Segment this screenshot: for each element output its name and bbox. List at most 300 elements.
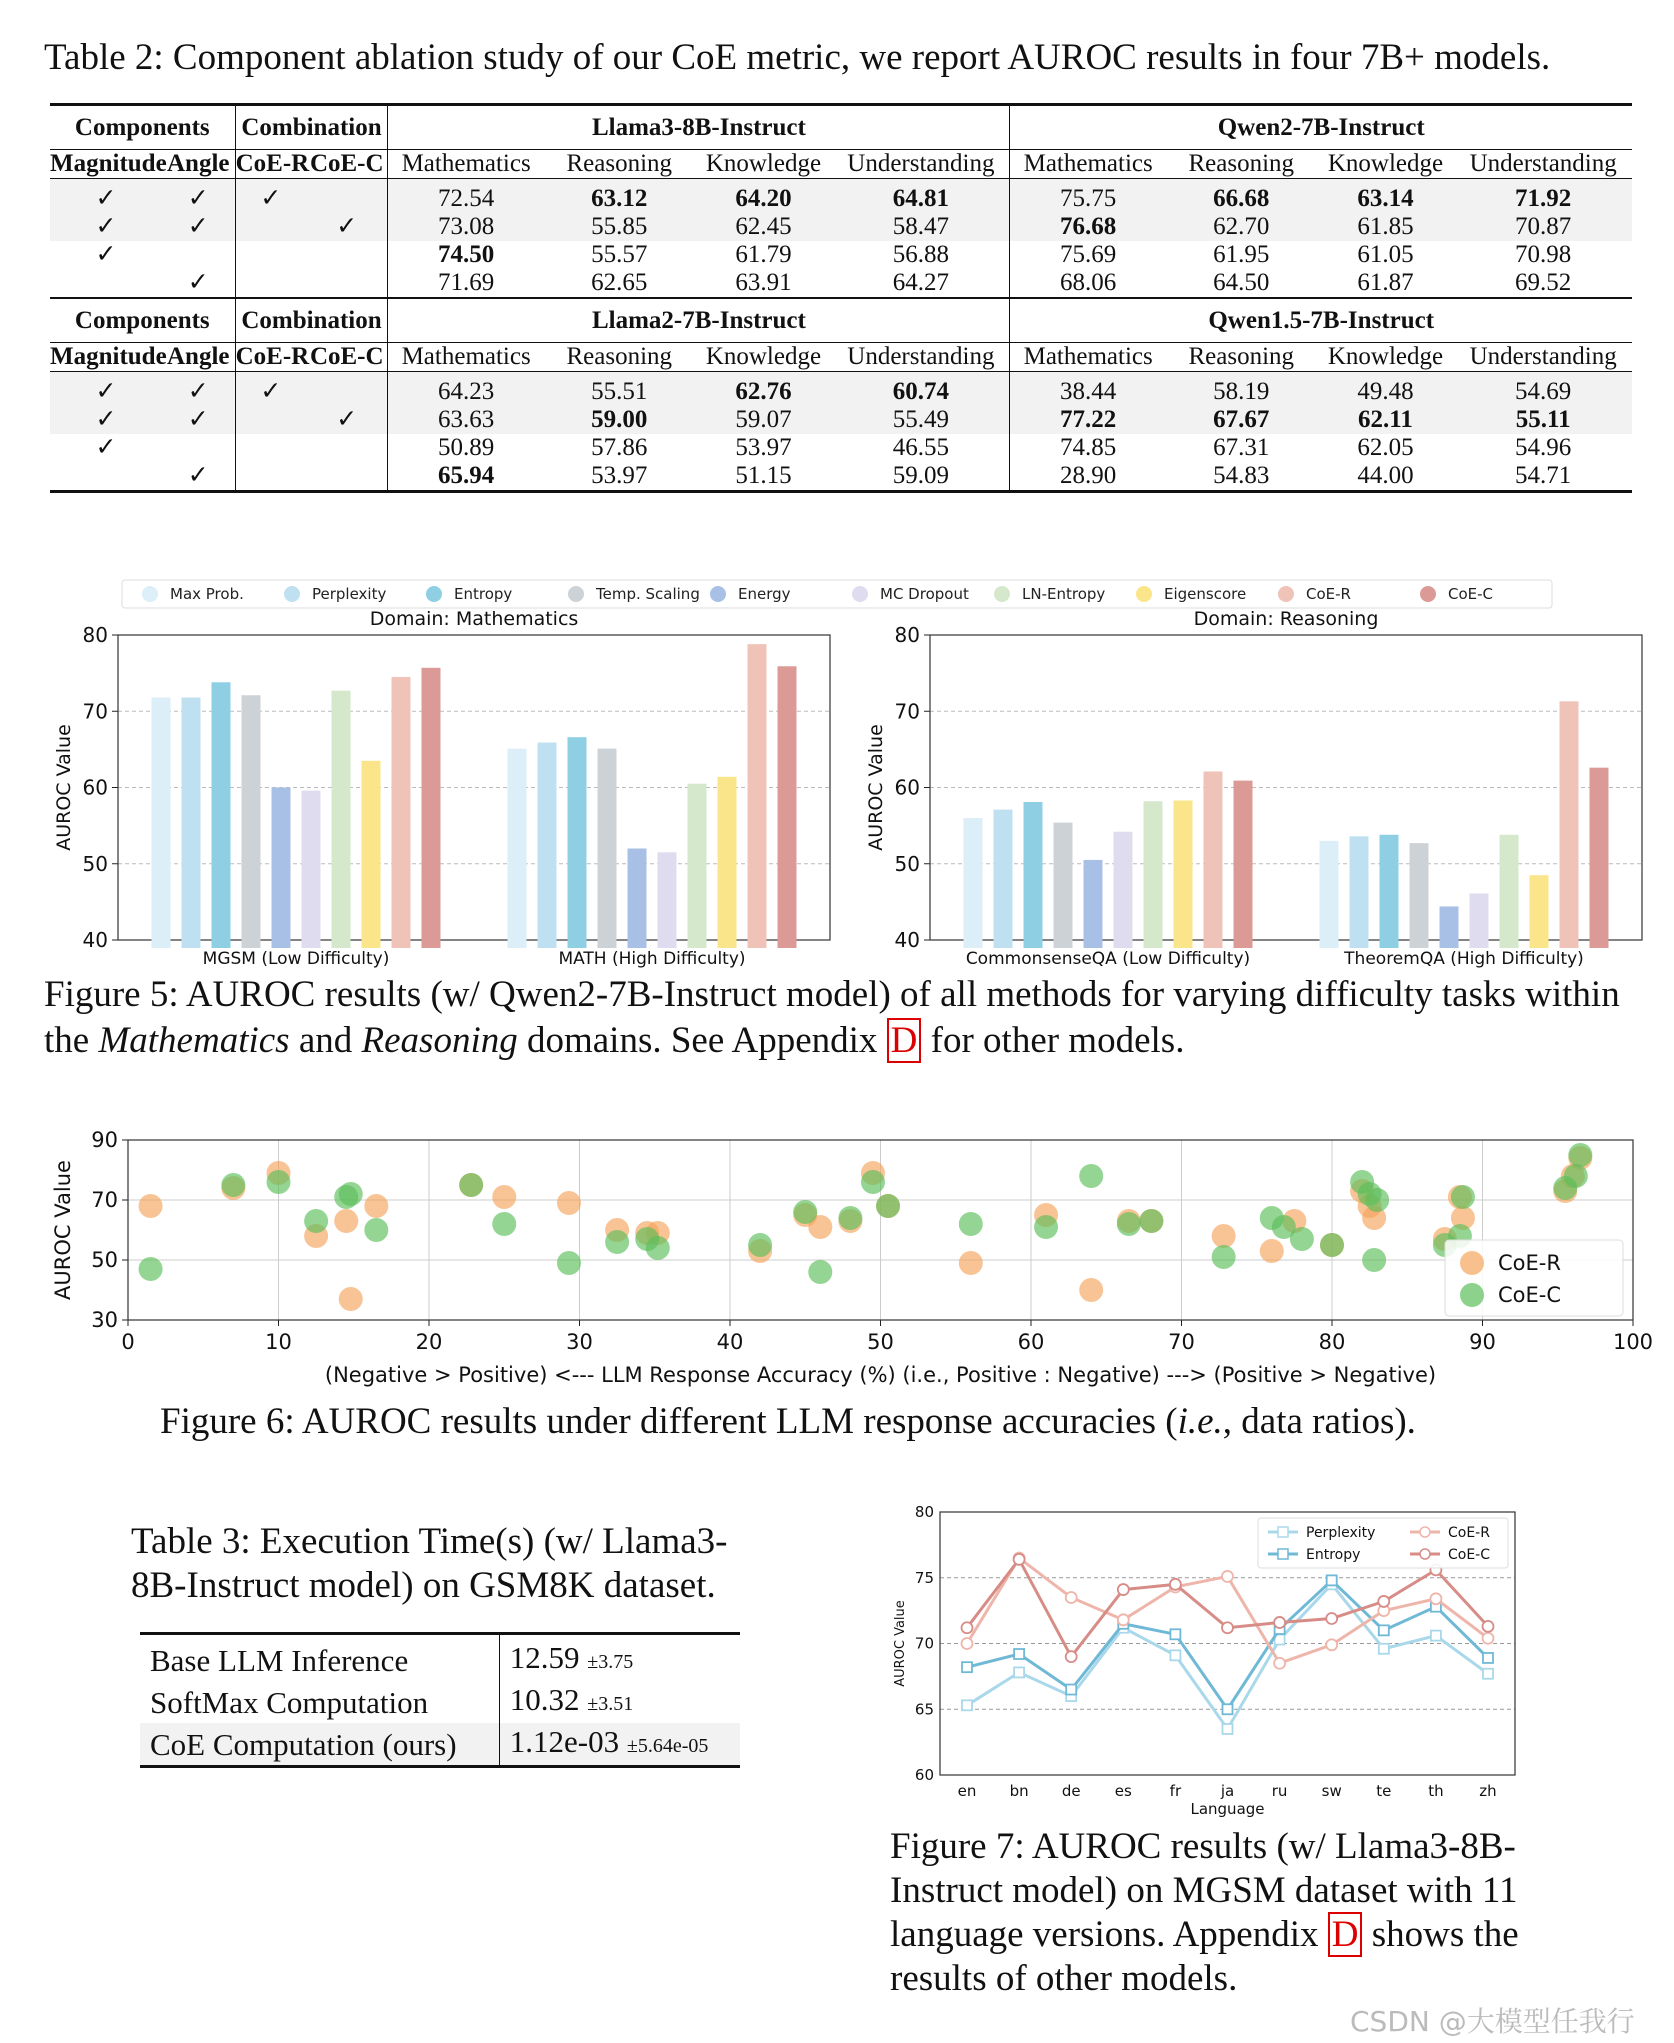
model-header: Qwen2-7B-Instruct	[1010, 105, 1632, 150]
domain-header: Reasoning	[544, 150, 695, 179]
figure7-caption-a: Figure 7: AUROC results (w/ Llama3-8B-Instruct model) on MGSM dataset with 11 language versions. Appendix	[890, 1826, 1518, 1955]
scatter-point	[557, 1251, 581, 1275]
legend-swatch	[1420, 586, 1436, 602]
scatter-point	[748, 1233, 772, 1257]
value-cell: 64.23	[388, 372, 544, 407]
x-tick-label: TheoremQA (High Difficulty)	[1344, 949, 1584, 969]
scatter-point	[1139, 1209, 1163, 1233]
bar	[748, 644, 767, 948]
angle-header: Angle	[162, 150, 235, 179]
table-row	[50, 372, 1632, 407]
value-cell: 61.85	[1317, 213, 1455, 241]
row-value	[499, 1681, 740, 1723]
bar	[212, 682, 231, 948]
time-std: ±5.64e-05	[626, 1735, 709, 1757]
scatter-point	[1034, 1215, 1058, 1239]
table3	[140, 1632, 740, 1768]
bar	[628, 849, 647, 949]
check-cell: ✓	[50, 213, 162, 241]
value-cell: 66.68	[1166, 179, 1317, 214]
value-cell: 64.20	[695, 179, 833, 214]
legend-label: CoE-R	[1448, 1525, 1490, 1541]
data-point	[1170, 1650, 1180, 1660]
scatter-point	[339, 1182, 363, 1206]
legend-label: Max Prob.	[170, 585, 244, 603]
time-std: ±3.51	[587, 1693, 634, 1715]
legend-swatch	[568, 586, 584, 602]
figure5-caption-math: Mathematics	[98, 1020, 290, 1061]
figure5	[40, 570, 1640, 969]
combination-header: Combination	[235, 298, 388, 343]
x-tick-label: te	[1376, 1782, 1392, 1800]
data-point	[1170, 1629, 1180, 1639]
fig6-legend	[1445, 1240, 1623, 1316]
check-cell: ✓	[162, 372, 235, 407]
bar	[1204, 771, 1223, 948]
value-cell: 71.92	[1454, 179, 1632, 214]
fig5-legend	[122, 580, 1552, 608]
time-value: 12.59	[509, 1640, 580, 1675]
value-cell: 68.06	[1060, 269, 1117, 296]
y-axis-label: AUROC Value	[893, 1600, 908, 1687]
scatter-point	[459, 1173, 483, 1197]
value-cell: 55.85	[544, 213, 695, 241]
scatter-point	[1079, 1164, 1103, 1188]
bar	[1500, 835, 1519, 948]
value-cell: 75.75	[1010, 179, 1166, 214]
data-point	[962, 1638, 973, 1649]
x-tick-label: en	[957, 1782, 977, 1800]
scatter-point	[339, 1287, 363, 1311]
data-point	[1066, 1685, 1076, 1695]
value-cell: 55.11	[1454, 406, 1632, 434]
check-cell: ✓	[235, 179, 306, 214]
check-cell: ✓	[50, 406, 162, 434]
legend-label: Entropy	[1306, 1547, 1361, 1563]
scatter-point	[1451, 1185, 1475, 1209]
legend-swatch	[994, 586, 1010, 602]
value-cell: 38.44	[1010, 372, 1166, 407]
combination-header: Combination	[235, 105, 388, 150]
bar	[718, 777, 737, 948]
value-cell: 65.94	[388, 462, 544, 492]
x-tick-label: CommonsenseQA (Low Difficulty)	[965, 949, 1251, 969]
fig5-reason-panel	[865, 608, 1642, 969]
data-point	[1118, 1584, 1129, 1595]
fig6-plot	[51, 1128, 1653, 1387]
check-cell: ✓	[162, 213, 235, 241]
scatter-point	[364, 1218, 388, 1242]
scatter-point	[959, 1212, 983, 1236]
check-cell	[235, 434, 306, 462]
table-row	[50, 434, 1632, 462]
row-value	[499, 1723, 740, 1767]
legend-label: LN-Entropy	[1022, 585, 1106, 603]
y-tick-label: 60	[914, 1766, 934, 1784]
check-cell: ✓	[162, 179, 235, 214]
data-point	[1326, 1613, 1337, 1624]
value-cell: 59.00	[544, 406, 695, 434]
check-cell	[162, 434, 235, 462]
fig5-math-panel	[53, 608, 830, 969]
scatter-point	[304, 1209, 328, 1233]
legend-label: Perplexity	[1306, 1525, 1376, 1541]
appendix-link[interactable]: D	[887, 1018, 922, 1063]
x-tick-label: ru	[1271, 1782, 1288, 1800]
scatter-point	[876, 1194, 900, 1218]
appendix-link[interactable]: D	[1328, 1912, 1363, 1957]
check-cell: ✓	[306, 213, 388, 241]
check-cell	[235, 462, 306, 492]
y-tick-label: 40	[82, 928, 108, 952]
x-tick-label: 20	[415, 1330, 443, 1354]
scatter-point	[1290, 1227, 1314, 1251]
value-cell: 44.00	[1317, 462, 1455, 492]
data-point	[1483, 1633, 1494, 1644]
y-tick-label: 60	[894, 775, 920, 800]
data-point	[1066, 1592, 1077, 1603]
value-cell: 54.69	[1454, 372, 1632, 407]
value-cell: 71.69	[438, 269, 495, 296]
value-cell: 62.11	[1317, 406, 1455, 434]
bar	[568, 737, 587, 948]
bar	[658, 852, 677, 948]
legend-label: CoE-R	[1498, 1251, 1561, 1275]
components-header: Components	[50, 105, 235, 150]
scatter-point	[1260, 1239, 1284, 1263]
table-row	[50, 213, 1632, 241]
y-tick-label: 65	[914, 1700, 934, 1719]
x-axis-label: (Negative > Positive) <--- LLM Response Accuracy (%) (i.e., Positive : Negative) ---> (Positive > Negative)	[324, 1363, 1437, 1387]
components-header: Components	[50, 298, 235, 343]
check-cell	[50, 462, 162, 492]
value-cell: 75.69	[1060, 241, 1117, 268]
domain-header: Understanding	[832, 150, 1010, 179]
y-tick-label: 30	[91, 1308, 118, 1332]
bar	[1410, 843, 1429, 948]
check-cell	[306, 241, 388, 269]
x-tick-label: MATH (High Difficulty)	[558, 949, 746, 969]
y-tick-label: 40	[894, 928, 920, 952]
data-point	[1014, 1649, 1024, 1659]
x-axis-label: Language	[1190, 1800, 1265, 1818]
domain-header: Knowledge	[695, 343, 833, 372]
coe-r-header: CoE-R	[235, 150, 310, 177]
y-tick-label: 70	[91, 1188, 118, 1212]
bar	[1084, 860, 1103, 948]
domain-header: Understanding	[1454, 343, 1632, 372]
bar	[994, 810, 1013, 948]
domain-header: Knowledge	[1317, 150, 1455, 179]
data-point	[1379, 1644, 1389, 1654]
bar	[302, 791, 321, 948]
figure5-caption-and: and	[289, 1020, 362, 1061]
check-cell	[306, 462, 388, 492]
y-axis-label: AUROC Value	[51, 1160, 75, 1300]
scatter-point	[808, 1260, 832, 1284]
domain-header: Mathematics	[1010, 150, 1166, 179]
figure6-caption	[160, 1400, 1560, 1443]
value-cell: 62.76	[695, 372, 833, 407]
y-tick-label: 80	[82, 623, 108, 647]
y-tick-label: 70	[82, 699, 108, 724]
value-cell: 53.97	[735, 434, 792, 461]
value-cell: 64.50	[1213, 269, 1270, 296]
legend-swatch	[710, 586, 726, 602]
value-cell: 63.14	[1317, 179, 1455, 214]
figure6-caption-a: Figure 6: AUROC results under different LLM response accuracies (	[160, 1401, 1178, 1442]
data-point	[1223, 1724, 1233, 1734]
coe-r-header: CoE-R	[235, 343, 310, 370]
bar	[508, 749, 527, 948]
domain-header: Mathematics	[1010, 343, 1166, 372]
x-tick-label: 40	[716, 1330, 744, 1354]
magnitude-header: Magnitude	[50, 343, 167, 370]
legend-item	[1278, 585, 1351, 603]
row-label: CoE Computation (ours)	[140, 1723, 499, 1767]
x-tick-label: zh	[1479, 1782, 1497, 1800]
scatter-point	[557, 1191, 581, 1215]
coe-c-header: CoE-C	[306, 343, 388, 372]
value-cell: 74.85	[1060, 434, 1117, 461]
y-tick-label: 80	[894, 623, 920, 647]
table-row	[50, 241, 1632, 269]
legend-swatch	[1136, 586, 1152, 602]
scatter-point	[492, 1185, 516, 1209]
scatter-point	[364, 1194, 388, 1218]
value-cell: 64.81	[832, 179, 1010, 214]
table2-header-row	[50, 298, 1632, 343]
value-cell: 61.05	[1357, 241, 1414, 268]
value-cell: 55.57	[591, 241, 648, 268]
x-tick-label: 100	[1612, 1330, 1654, 1354]
legend-item	[1420, 585, 1493, 603]
bar	[1234, 781, 1253, 948]
x-tick-label: 0	[121, 1330, 135, 1354]
value-cell: 77.22	[1010, 406, 1166, 434]
data-point	[1430, 1593, 1441, 1604]
value-cell: 72.54	[388, 179, 544, 214]
value-cell: 64.27	[832, 269, 1010, 298]
table2-subheader-row	[50, 343, 1632, 372]
value-cell: 54.71	[1454, 462, 1632, 492]
y-tick-label: 70	[894, 699, 920, 724]
scatter-point	[139, 1257, 163, 1281]
value-cell: 67.67	[1166, 406, 1317, 434]
domain-header: Reasoning	[1166, 150, 1317, 179]
legend-swatch	[1460, 1283, 1484, 1307]
data-point	[962, 1700, 972, 1710]
y-tick-label: 70	[914, 1634, 934, 1653]
table-row	[140, 1634, 740, 1682]
legend-label: Eigenscore	[1164, 585, 1247, 603]
legend-label: Energy	[738, 585, 791, 603]
value-cell: 74.50	[438, 241, 495, 268]
figure5-caption-a: Figure 5: AUROC results (w/ Qwen2-7B-Instruct model) of all methods for varying difficulty tasks within the	[44, 974, 1620, 1061]
bar	[1054, 823, 1073, 948]
table-row	[50, 462, 1632, 492]
value-cell: 70.87	[1454, 213, 1632, 241]
y-tick-label: 80	[914, 1503, 934, 1521]
legend-label: MC Dropout	[880, 585, 969, 603]
figure7-caption-b: shows the results of other models.	[890, 1914, 1519, 1999]
value-cell: 61.79	[735, 241, 792, 268]
bar	[1144, 801, 1163, 948]
legend-label: Temp. Scaling	[596, 585, 700, 603]
scatter-point	[1320, 1233, 1344, 1257]
x-tick-label: 60	[1017, 1330, 1045, 1354]
value-cell: 56.88	[832, 241, 1010, 269]
bar	[422, 668, 441, 948]
data-point	[1326, 1639, 1337, 1650]
domain-header: Reasoning	[1166, 343, 1317, 372]
value-cell: 67.31	[1213, 434, 1270, 461]
bar	[1530, 875, 1549, 948]
scatter-point	[221, 1173, 245, 1197]
table-row	[140, 1723, 740, 1767]
scatter-point	[1117, 1212, 1141, 1236]
data-point	[1170, 1579, 1181, 1590]
check-cell	[235, 406, 306, 434]
chart-title: Domain: Reasoning	[1193, 608, 1379, 630]
watermark: CSDN @大模型任我行	[1350, 2005, 1635, 2038]
table-row	[50, 179, 1632, 214]
figure5-caption-c: for other models.	[921, 1020, 1185, 1061]
table2-caption: Table 2: Component ablation study of our CoE metric, we report AUROC results in four 7B+ models.	[44, 37, 1551, 78]
value-cell: 63.91	[735, 269, 792, 296]
bar	[964, 818, 983, 948]
data-point	[1431, 1631, 1441, 1641]
x-tick-label: fr	[1169, 1782, 1182, 1800]
domain-header: Understanding	[832, 343, 1010, 372]
x-tick-label: MGSM (Low Difficulty)	[202, 949, 390, 969]
bar	[778, 666, 797, 948]
data-point	[1223, 1704, 1233, 1714]
scatter-point	[646, 1236, 670, 1260]
chart-title: Domain: Mathematics	[369, 608, 579, 630]
check-cell: ✓	[95, 434, 117, 461]
table-row	[50, 406, 1632, 434]
bar	[272, 788, 291, 949]
figure7-caption	[890, 1825, 1540, 2001]
data-point	[962, 1622, 973, 1633]
x-tick-label: sw	[1321, 1782, 1342, 1800]
bar	[362, 761, 381, 948]
bar	[1174, 800, 1193, 948]
check-cell	[306, 269, 388, 298]
legend-swatch	[852, 586, 868, 602]
value-cell: 54.96	[1515, 434, 1572, 461]
check-cell: ✓	[50, 179, 162, 214]
domain-header: Knowledge	[1317, 343, 1455, 372]
data-point	[1066, 1651, 1077, 1662]
legend-label: CoE-C	[1498, 1283, 1562, 1307]
scatter-point	[1079, 1278, 1103, 1302]
y-tick-label: 75	[914, 1568, 934, 1587]
scatter-point	[861, 1170, 885, 1194]
figure6-caption-b: , data ratios).	[1222, 1401, 1416, 1442]
bar	[1114, 832, 1133, 948]
value-cell: 58.47	[832, 213, 1010, 241]
domain-header: Knowledge	[695, 150, 833, 179]
scatter-point	[492, 1212, 516, 1236]
y-tick-label: 90	[91, 1128, 118, 1152]
check-cell	[306, 179, 388, 214]
value-cell: 62.65	[591, 269, 648, 296]
legend-swatch	[426, 586, 442, 602]
scatter-point	[605, 1230, 629, 1254]
x-tick-label: 30	[566, 1330, 593, 1354]
value-cell: 57.86	[591, 434, 648, 461]
legend-label: CoE-C	[1448, 585, 1494, 603]
scatter-point	[1212, 1245, 1236, 1269]
data-point	[1222, 1571, 1233, 1582]
bar	[538, 743, 557, 948]
x-tick-label: 50	[867, 1330, 894, 1354]
legend-label: CoE-C	[1448, 1547, 1491, 1563]
value-cell: 61.87	[1357, 269, 1414, 296]
value-cell: 55.51	[544, 372, 695, 407]
y-axis-label: AUROC Value	[53, 724, 75, 851]
row-label: SoftMax Computation	[140, 1681, 499, 1723]
domain-header: Understanding	[1454, 150, 1632, 179]
legend-swatch	[1460, 1251, 1484, 1275]
scatter-point	[1365, 1188, 1389, 1212]
table2	[50, 103, 1632, 493]
figure5-caption-reason: Reasoning	[361, 1020, 518, 1061]
domain-header: Mathematics	[388, 343, 544, 372]
value-cell: 69.52	[1515, 269, 1572, 296]
bar	[152, 698, 171, 948]
check-cell	[235, 213, 306, 241]
value-cell: 60.74	[832, 372, 1010, 407]
bar	[1380, 835, 1399, 948]
check-cell	[235, 269, 306, 298]
magnitude-header: Magnitude	[50, 150, 167, 177]
bar	[688, 784, 707, 948]
figure7	[880, 1490, 1540, 1830]
domain-header: Reasoning	[544, 343, 695, 372]
x-tick-label: 80	[1318, 1330, 1346, 1354]
bar	[1440, 906, 1459, 948]
table3-caption: Table 3: Execution Time(s) (w/ Llama3-8B-Instruct model) on GSM8K dataset.	[131, 1521, 728, 1606]
model-header: Qwen1.5-7B-Instruct	[1010, 298, 1632, 343]
table2-subheader-row	[50, 150, 1632, 179]
scatter-point	[1362, 1248, 1386, 1272]
check-cell: ✓	[50, 372, 162, 407]
legend-label: Perplexity	[312, 585, 387, 603]
table-row	[50, 269, 1632, 298]
value-cell: 46.55	[832, 434, 1010, 462]
y-axis-label: AUROC Value	[865, 724, 887, 851]
coe-c-header: CoE-C	[306, 150, 388, 179]
model-header: Llama2-7B-Instruct	[388, 298, 1010, 343]
data-point	[1274, 1617, 1285, 1628]
time-value: 10.32	[509, 1682, 580, 1717]
check-cell	[50, 269, 162, 298]
domain-header: Mathematics	[388, 150, 544, 179]
value-cell: 63.12	[544, 179, 695, 214]
value-cell: 28.90	[1010, 462, 1166, 492]
bar	[598, 749, 617, 948]
figure6-caption-ie: i.e.	[1177, 1401, 1223, 1442]
series-line	[967, 1580, 1488, 1709]
data-point	[1014, 1554, 1025, 1565]
value-cell: 62.05	[1357, 434, 1414, 461]
figure6	[40, 1115, 1654, 1405]
scatter-point	[1212, 1224, 1236, 1248]
bar	[1590, 768, 1609, 948]
